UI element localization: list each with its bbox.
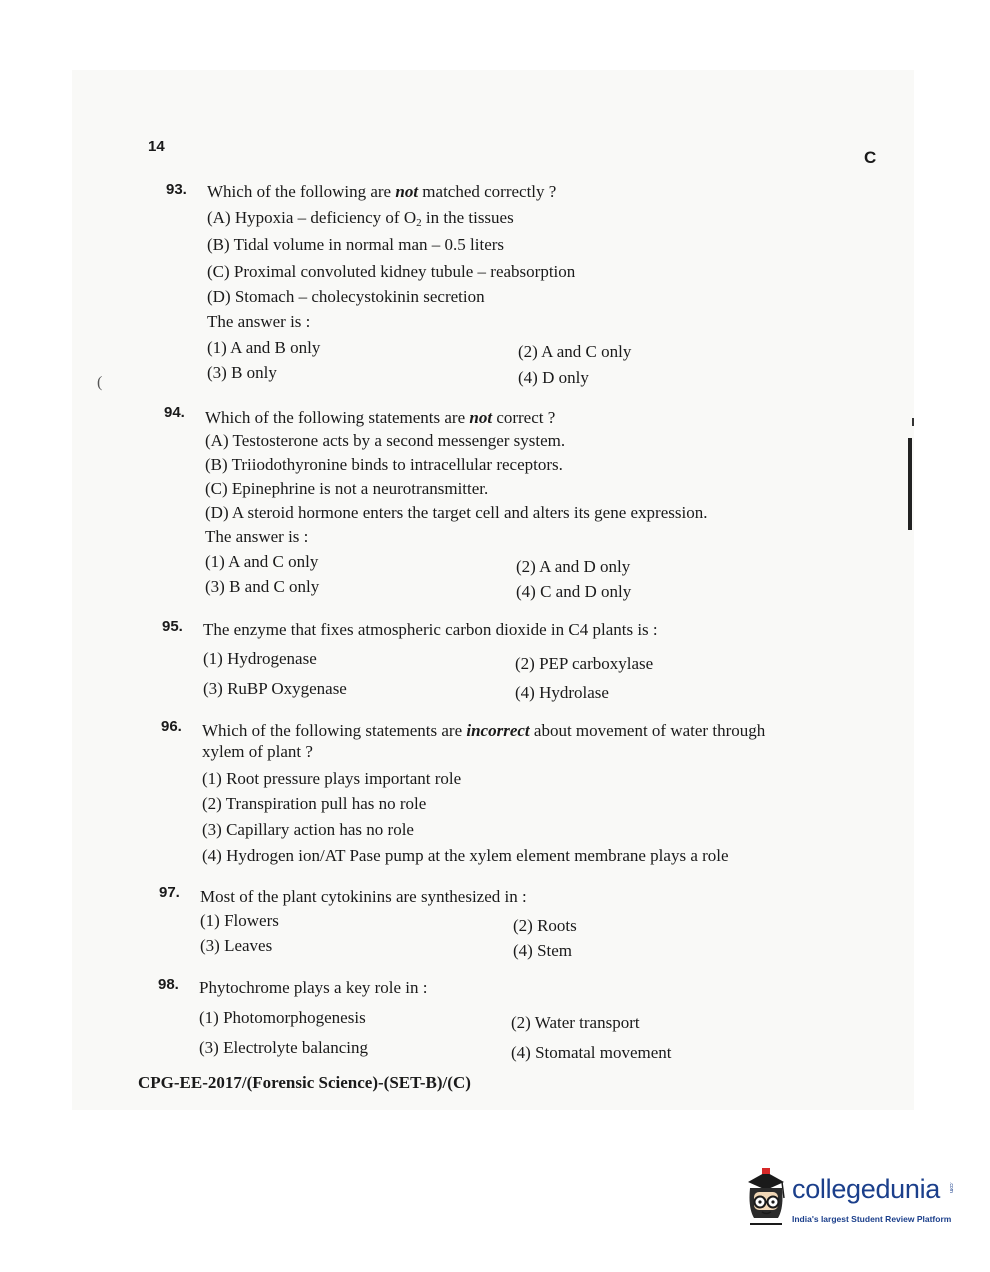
question-stem: Which of the following statements are not correct ? — [205, 408, 556, 427]
logo-tagline: India's largest Student Review Platform — [792, 1214, 952, 1224]
logo-suffix: .com — [948, 1182, 954, 1193]
option-3: (3) Electrolyte balancing — [199, 1038, 368, 1057]
statement-a: (A) Hypoxia – deficiency of $O_2$ in the tissues — [207, 208, 514, 229]
option-4: (4) Stem — [513, 941, 573, 960]
question-stem-line2: xylem of plant ? — [202, 742, 313, 761]
question-number: 93. — [166, 181, 187, 198]
answer-prompt: The answer is : — [205, 527, 309, 546]
answer-prompt: The answer is : — [207, 312, 311, 331]
statement-a: (A) Testosterone acts by a second messenger system. — [205, 431, 566, 450]
logo-brand: collegedunia — [792, 1174, 941, 1204]
statement-d: (D) A steroid hormone enters the target cell and alters its gene expression. — [205, 503, 708, 522]
option-2: (2) Roots — [513, 916, 577, 935]
statement-b: (B) Tidal volume in normal man – 0.5 liters — [207, 235, 505, 254]
margin-mark: ( — [97, 374, 103, 391]
question-number: 97. — [159, 884, 180, 901]
question-number: 95. — [162, 618, 183, 635]
question-stem: The enzyme that fixes atmospheric carbon dioxide in C4 plants is : — [203, 620, 658, 639]
option-1: (1) A and B only — [207, 338, 321, 357]
option-2: (2) Transpiration pull has no role — [202, 794, 427, 813]
question-stem: Which of the following are not matched correctly ? — [207, 182, 557, 201]
student-mascot-icon — [740, 1168, 792, 1228]
question-stem: Phytochrome plays a key role in : — [199, 978, 428, 997]
option-2: (2) A and C only — [518, 342, 632, 361]
question-stem: Which of the following statements are incorrect about movement of water through — [202, 721, 766, 740]
option-4: (4) C and D only — [516, 582, 632, 601]
statement-c: (C) Epinephrine is not a neurotransmitter. — [205, 479, 489, 498]
page-number: 14 — [148, 138, 165, 155]
statement-c: (C) Proximal convoluted kidney tubule – reabsorption — [207, 262, 576, 281]
option-3: (3) B and C only — [205, 577, 320, 596]
question-number: 94. — [164, 404, 185, 421]
statement-d: (D) Stomach – cholecystokinin secretion — [207, 287, 485, 306]
option-1: (1) Hydrogenase — [203, 649, 317, 668]
option-3: (3) Capillary action has no role — [202, 820, 414, 839]
statement-b: (B) Triiodothyronine binds to intracellular receptors. — [205, 455, 563, 474]
option-2: (2) PEP carboxylase — [515, 654, 654, 673]
footer-code: CPG-EE-2017/(Forensic Science)-(SET-B)/(C) — [138, 1073, 471, 1092]
collegedunia-logo — [740, 1168, 960, 1228]
option-4: (4) Hydrolase — [515, 683, 609, 702]
option-3: (3) Leaves — [200, 936, 273, 955]
set-code: C — [864, 148, 877, 167]
option-1: (1) A and C only — [205, 552, 319, 571]
option-4: (4) Hydrogen ion/AT Pase pump at the xylem element membrane plays a role — [202, 846, 729, 865]
option-3: (3) RuBP Oxygenase — [203, 679, 347, 698]
option-4: (4) Stomatal movement — [511, 1043, 672, 1062]
page-edge-mark — [912, 418, 914, 426]
question-number: 98. — [158, 976, 179, 993]
question-number: 96. — [161, 718, 182, 735]
option-1: (1) Root pressure plays important role — [202, 769, 462, 788]
page-edge-bar — [908, 438, 912, 530]
option-3: (3) B only — [207, 363, 277, 382]
option-1: (1) Flowers — [200, 911, 279, 930]
option-4: (4) D only — [518, 368, 589, 387]
question-stem: Most of the plant cytokinins are synthesized in : — [200, 887, 527, 906]
option-2: (2) A and D only — [516, 557, 631, 576]
option-2: (2) Water transport — [511, 1013, 640, 1032]
option-1: (1) Photomorphogenesis — [199, 1008, 366, 1027]
